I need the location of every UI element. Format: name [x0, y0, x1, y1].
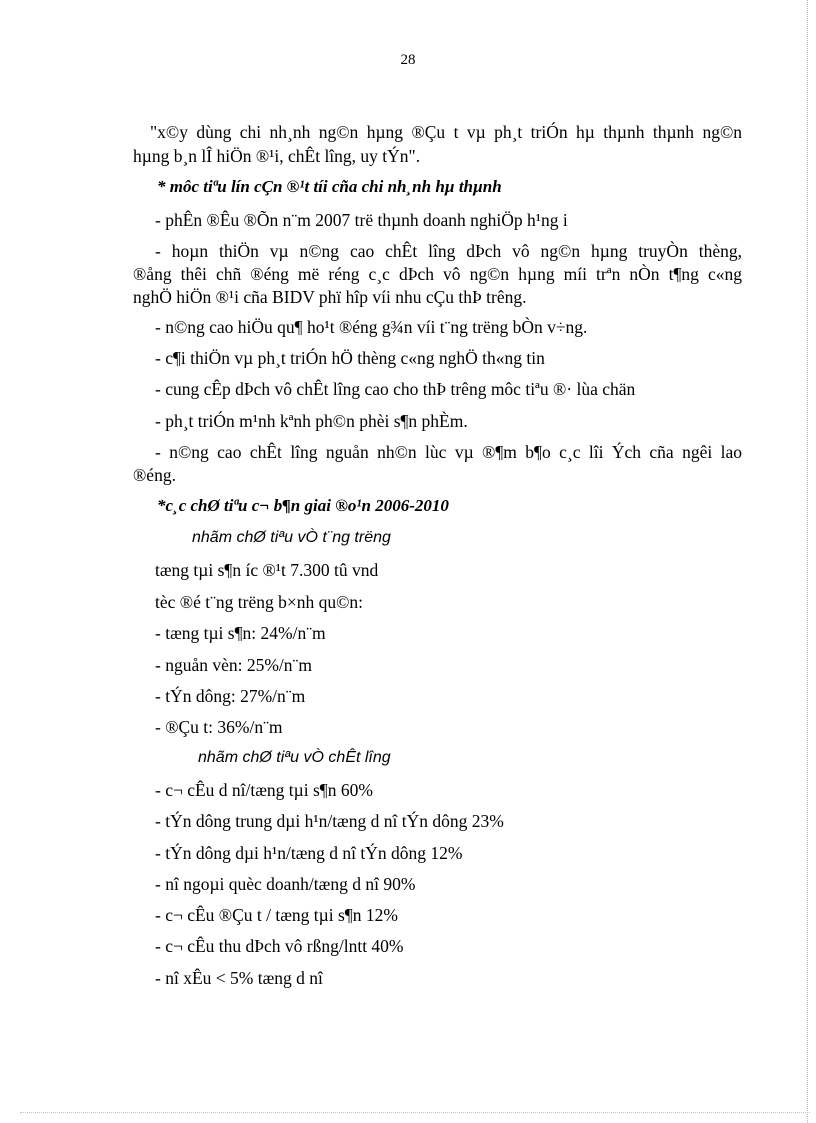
subheading-growth: nhãm chØ tiªu vÒ t¨ng trëng	[192, 529, 391, 546]
quality-item: - c¬ cÊu ®Çu t / tæng tµi s¶n 12%	[155, 905, 398, 925]
quality-item: - tÝn dông dµi h¹n/tæng d nî tÝn dông 12%	[155, 843, 463, 863]
goal-item-1: - phÊn ®Êu ®Õn n¨m 2007 trë thµnh doanh nghiÖp h¹ng i	[155, 210, 568, 230]
quality-item: - c¬ cÊu d nî/tæng tµi s¶n 60%	[155, 780, 373, 800]
total-assets-line: tæng tµi s¶n íc ®¹t 7.300 tû vnd	[155, 560, 379, 580]
goal-item-6: - ph¸t triÓn m¹nh kªnh ph©n phèi s¶n phÈm.	[155, 411, 468, 431]
heading-basic-targets: *c¸c chØ tiªu c¬ b¶n giai ®o¹n 2006-2010	[157, 496, 449, 515]
intro-line-2: hµng b¸n lÎ hiÖn ®¹i, chÊt lîng, uy tÝn".	[133, 146, 421, 166]
goal-item-3: - n©ng cao hiÖu qu¶ ho¹t ®éng g¾n víi t¨ng trëng bÒn v÷ng.	[155, 317, 588, 337]
growth-item: - tæng tµi s¶n: 24%/n¨m	[155, 623, 326, 643]
goal-item-4: - c¶i thiÖn vµ ph¸t triÓn hÖ thèng c«ng nghÖ th«ng tin	[155, 348, 545, 368]
quality-item: - nî ngoµi quèc doanh/tæng d nî 90%	[155, 874, 416, 894]
quality-item: - nî xÊu < 5% tæng d nî	[155, 968, 323, 988]
goal-item-7-cont: ®éng.	[133, 465, 176, 485]
growth-item: - ®Çu t: 36%/n¨m	[155, 717, 283, 737]
page-border-bottom	[20, 1112, 810, 1113]
goal-item-2: - hoµn thiÖn vµ n©ng cao chÊt lîng dÞch vô ng©n hµng truyÒn thèng,	[155, 241, 742, 261]
heading-major-goals: * môc tiªu lín cÇn ®¹t tíi cña chi nh¸nh hµ thµnh	[157, 177, 502, 196]
page-number: 28	[400, 52, 416, 68]
growth-item: - tÝn dông: 27%/n¨m	[155, 686, 306, 706]
growth-item: - nguån vèn: 25%/n¨m	[155, 655, 312, 675]
goal-item-2-cont: ®ång thêi chñ ®éng më réng c¸c dÞch vô ng©n hµng míi trªn nÒn t¶ng c«ng	[133, 264, 742, 284]
intro-line-1: "x©y dùng chi nh¸nh ng©n hµng ®Çu t vµ ph¸t triÓn hµ thµnh thµnh ng©n	[150, 122, 742, 142]
average-growth-line: tèc ®é t¨ng trëng b×nh qu©n:	[155, 592, 364, 612]
quality-item: - c¬ cÊu thu dÞch vô rßng/lntt 40%	[155, 936, 404, 956]
goal-item-2-cont: nghÖ hiÖn ®¹i cña BIDV phï hîp víi nhu cÇu thÞ trêng.	[133, 287, 527, 307]
page-border-right	[807, 0, 808, 1123]
goal-item-5: - cung cÊp dÞch vô chÊt lîng cao cho thÞ trêng môc tiªu ®· lùa chän	[155, 379, 636, 399]
quality-item: - tÝn dông trung dµi h¹n/tæng d nî tÝn dông 23%	[155, 811, 504, 831]
goal-item-7: - n©ng cao chÊt lîng nguån nh©n lùc vµ ®¶m b¶o c¸c lîi Ých cña ngêi lao	[155, 442, 742, 462]
subheading-quality: nhãm chØ tiªu vÒ chÊt lîng	[198, 749, 391, 766]
